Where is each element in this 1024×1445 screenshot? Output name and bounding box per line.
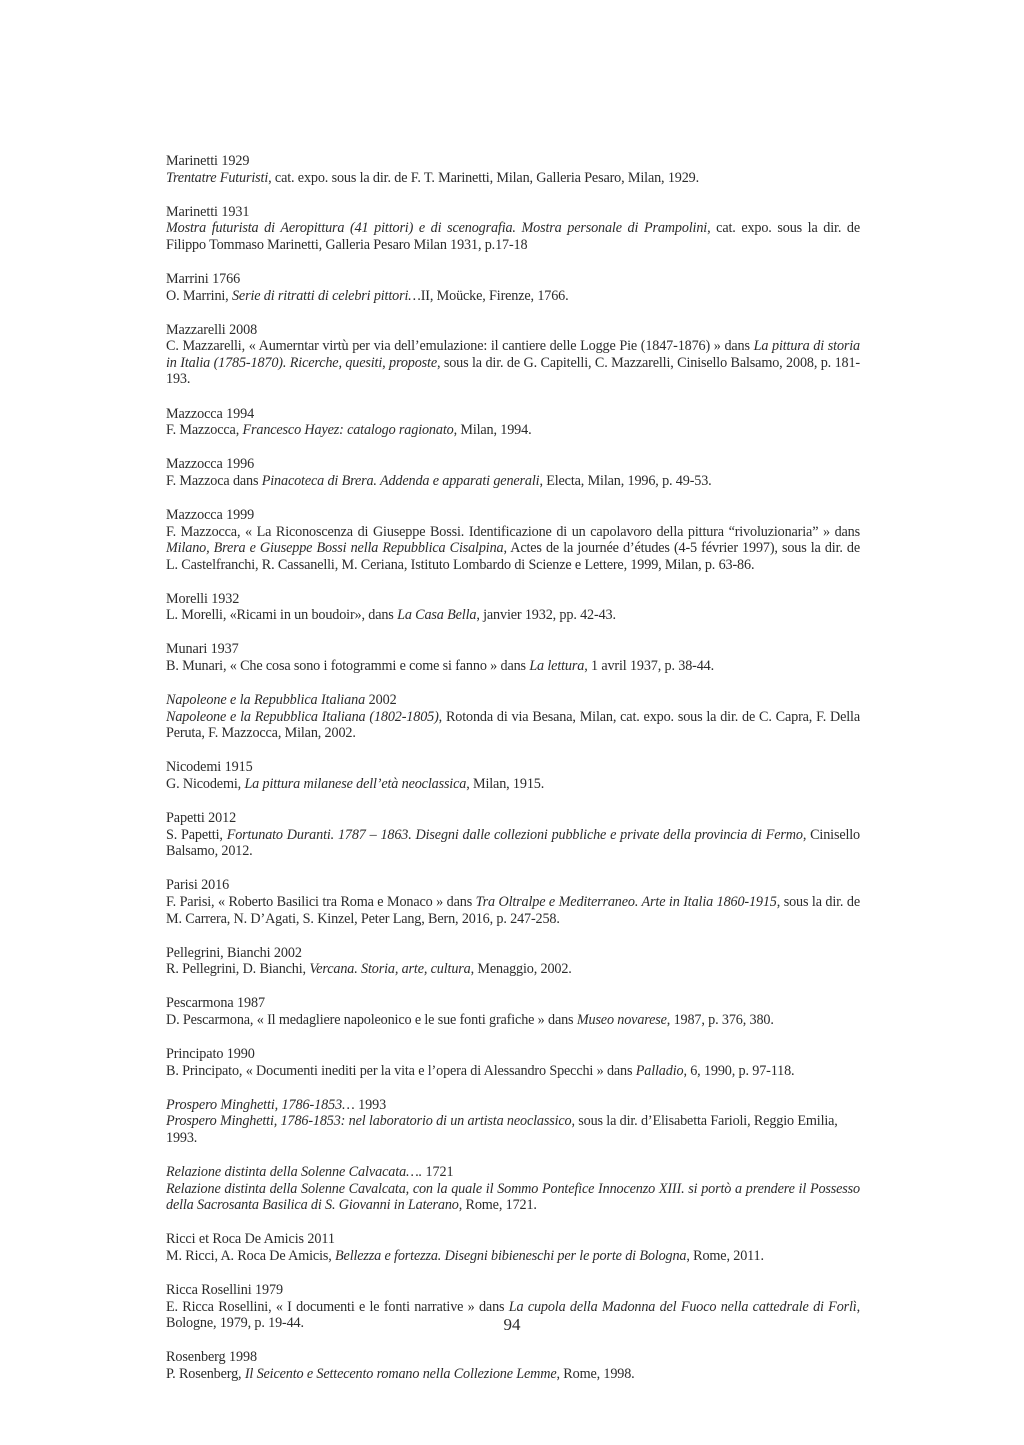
entry-reference (166, 827, 860, 860)
entry-reference (166, 220, 860, 253)
entry-citation-key (166, 641, 860, 658)
text: , Menaggio, 2002. (470, 961, 572, 978)
bibliography-entry (166, 995, 860, 1028)
text: Marinetti 1931 (166, 203, 250, 220)
entry-citation-key (166, 995, 860, 1012)
text: F. Parisi, « Roberto Basilici tra Roma e Monaco » dans (166, 894, 476, 910)
bibliography-entry (166, 1046, 860, 1079)
text: , Rome, 1998. (556, 1365, 635, 1382)
bibliography-entry (166, 945, 860, 978)
italic-title: Il Seicento e Settecento romano nella Collezione Lemme (244, 1365, 557, 1382)
text: , Rome, 1721. (458, 1197, 537, 1214)
entry-citation-key (166, 271, 860, 288)
bibliography-entry (166, 1349, 860, 1382)
text: Pellegrini, Bianchi 2002 (166, 944, 302, 961)
bibliography-entry (166, 759, 860, 792)
italic-text: Napoleone e la Repubblica Italiana (166, 692, 366, 709)
italic-title: Tra Oltralpe e Mediterraneo. Arte in Italia 1860-1915 (475, 894, 777, 910)
text: F. Mazzoca dans (166, 472, 262, 489)
text: Mazzarelli 2008 (166, 321, 258, 338)
entry-reference (166, 288, 860, 305)
entry-citation-key (166, 1349, 860, 1366)
text: 1993 (354, 1096, 387, 1113)
entry-citation-key (166, 1046, 860, 1063)
text: , Cinisello Balsamo, 2012. (166, 826, 860, 860)
text: B. Principato, « Documenti inediti per la vita e l’opera di Alessandro Specchi » dans (166, 1062, 636, 1079)
bibliography-entry (166, 591, 860, 624)
bibliography-entry (166, 406, 860, 439)
text: , Milan, 1915. (466, 776, 545, 793)
text: M. Ricci, A. Roca De Amicis, (166, 1247, 336, 1264)
text: B. Munari, « Che cosa sono i fotogrammi e come si fanno » dans (166, 658, 530, 675)
entry-citation-key (166, 945, 860, 962)
bibliography-entry (166, 204, 860, 254)
italic-title: La lettura (529, 658, 585, 675)
italic-title: Relazione distinta della Solenne Cavalcata, con la quale il Sommo Pontefice Innocenzo XIII. si portò a prendere il Possesso della Sacrosanta Basilica di S. Giovanni in Laterano (166, 1180, 860, 1214)
entry-reference (166, 1366, 860, 1383)
italic-title: Napoleone e la Repubblica Italiana (1802-1805) (166, 708, 439, 725)
text: Ricci et Roca De Amicis 2011 (166, 1231, 335, 1248)
text: , sous la dir. de M. Carrera, N. D’Agati, S. Kinzel, Peter Lang, Bern, 2016, p. 247-258. (166, 894, 860, 927)
entry-reference (166, 1012, 860, 1029)
text: Pescarmona 1987 (166, 995, 265, 1012)
text: F. Mazzocca, « La Riconoscenza di Giuseppe Bossi. Identificazione di un capolavoro della pittura “rivoluzionaria” » dans (166, 523, 860, 540)
italic-title: La pittura milanese dell’età neoclassica (244, 776, 467, 793)
bibliography-entry (166, 153, 860, 186)
text: C. Mazzarelli, « Aumerntar virtù per via dell’emulazione: il cantiere delle Logge Pie (1847-1876) » dans (166, 338, 754, 355)
entry-reference (166, 1248, 860, 1265)
entry-citation-key (166, 1097, 860, 1114)
bibliography-list (166, 153, 860, 1400)
bibliography-entry (166, 507, 860, 573)
text: , Bologne, 1979, p. 19-44. (166, 1298, 860, 1332)
text: E. Ricca Rosellini, « I documenti e le fonti narrative » dans (166, 1298, 509, 1315)
italic-title: Palladio (635, 1062, 684, 1079)
bibliography-entry (166, 810, 860, 860)
entry-citation-key (166, 759, 860, 776)
entry-reference (166, 658, 860, 675)
text: Papetti 2012 (166, 810, 237, 827)
text: , sous la dir. d’Elisabetta Farioli, Reggio Emilia, 1993. (166, 1113, 838, 1146)
bibliography-entry (166, 271, 860, 304)
entry-reference (166, 422, 860, 439)
text: , janvier 1932, pp. 42-43. (476, 607, 616, 624)
text: F. Mazzocca, (166, 422, 243, 439)
italic-title: Fortunato Duranti. 1787 – 1863. Disegni dalle collezioni pubbliche e private della provincia di Fermo (226, 826, 803, 843)
text: , cat. expo. sous la dir. de F. T. Marinetti, Milan, Galleria Pesaro, Milan, 1929. (268, 169, 700, 186)
italic-title: Serie di ritratti di celebri pittori… (231, 287, 421, 304)
bibliography-entry (166, 877, 860, 927)
text: , 1 avril 1937, p. 38-44. (584, 658, 715, 675)
text: P. Rosenberg, (166, 1365, 245, 1382)
entry-reference (166, 961, 860, 978)
entry-citation-key (166, 456, 860, 473)
bibliography-entry (166, 456, 860, 489)
text: II, Moücke, Firenze, 1766. (420, 287, 569, 304)
entry-reference (166, 338, 860, 388)
text: L. Morelli, «Ricami in un boudoir», dans (166, 607, 398, 624)
italic-text: Prospero Minghetti, 1786-1853… (166, 1096, 355, 1113)
entry-citation-key (166, 153, 860, 170)
entry-citation-key (166, 1231, 860, 1248)
text: O. Marrini, (166, 287, 232, 304)
italic-title: Mostra futurista di Aeropittura (41 pittori) e di scenografia. Mostra personale di Prampolini (166, 220, 708, 237)
italic-title: Pinacoteca di Brera. Addenda e apparati generali (261, 472, 540, 489)
italic-title: Vercana. Storia, arte, cultura (309, 961, 471, 978)
text: , cat. expo. sous la dir. de Filippo Tommaso Marinetti, Galleria Pesaro Milan 1931, p.17-18 (166, 220, 860, 253)
entry-reference (166, 473, 860, 490)
bibliography-entry (166, 1231, 860, 1264)
entry-citation-key (166, 877, 860, 894)
entry-reference (166, 170, 860, 187)
text: , Rotonda di via Besana, Milan, cat. expo. sous la dir. de C. Capra, F. Della Peruta, F. Mazzocca, Milan, 2002. (166, 708, 860, 742)
entry-citation-key (166, 591, 860, 608)
italic-title: Milano, Brera e Giuseppe Bossi nella Repubblica Cisalpina (166, 540, 504, 557)
bibliography-entry (166, 641, 860, 674)
entry-reference (166, 1181, 860, 1214)
text: G. Nicodemi, (166, 776, 245, 793)
page-number: 94 (503, 1315, 521, 1334)
text: , Milan, 1994. (453, 422, 532, 439)
text: D. Pescarmona, « Il medagliere napoleonico e le sue fonti grafiche » dans (166, 1011, 577, 1028)
entry-citation-key (166, 1282, 860, 1299)
entry-reference (166, 524, 860, 574)
text: Ricca Rosellini 1979 (166, 1282, 284, 1298)
bibliography-entry (166, 322, 860, 388)
entry-citation-key (166, 507, 860, 524)
text: 2002 (365, 692, 397, 709)
text: Nicodemi 1915 (166, 759, 253, 776)
text: , Rome, 2011. (686, 1247, 764, 1264)
text: , Actes de la journée d’études (4-5 février 1997), sous la dir. de L. Castelfranchi, R. Cassanelli, M. Ceriana, Istituto Lombardo di Scienze e Lettere, 1999, Milan, p. 63-86. (166, 540, 861, 573)
entry-reference (166, 1113, 860, 1146)
text: Munari 1937 (166, 641, 239, 658)
italic-title: La cupola della Madonna del Fuoco nella cattedrale di Forlì (508, 1298, 857, 1315)
text: Mazzocca 1994 (166, 405, 255, 422)
entry-citation-key (166, 810, 860, 827)
italic-title: La Casa Bella (397, 607, 477, 624)
text: Marinetti 1929 (166, 153, 250, 169)
text: , 1987, p. 376, 380. (666, 1011, 774, 1028)
text: 1721 (422, 1164, 454, 1181)
text: Rosenberg 1998 (166, 1349, 257, 1366)
bibliography-entry (166, 692, 860, 742)
text: , 6, 1990, p. 97-118. (683, 1062, 795, 1079)
text: , sous la dir. de G. Capitelli, C. Mazzarelli, Cinisello Balsamo, 2008, p. 181-193. (166, 354, 860, 388)
italic-title: Prospero Minghetti, 1786-1853: nel laboratorio di un artista neoclassico (166, 1113, 572, 1130)
text: Principato 1990 (166, 1046, 255, 1063)
italic-text: Relazione distinta della Solenne Calvacata…. (166, 1164, 423, 1181)
entry-citation-key (166, 1164, 860, 1181)
entry-reference (166, 776, 860, 793)
entry-reference (166, 894, 860, 927)
italic-title: Trentatre Futuristi (166, 169, 269, 186)
text: Morelli 1932 (166, 590, 240, 607)
italic-title: La pittura di storia in Italia (1785-1870). Ricerche, quesiti, proposte (166, 338, 860, 371)
italic-title: Francesco Hayez: catalogo ragionato (242, 422, 454, 439)
italic-title: Museo novarese (576, 1011, 667, 1028)
entry-citation-key (166, 692, 860, 709)
text: Mazzocca 1999 (166, 506, 255, 523)
text: R. Pellegrini, D. Bianchi, (166, 961, 310, 978)
entry-reference (166, 709, 860, 742)
text: , Electa, Milan, 1996, p. 49-53. (539, 472, 712, 489)
entry-reference (166, 607, 860, 624)
entry-reference (166, 1063, 860, 1080)
text: S. Papetti, (166, 826, 227, 843)
entry-citation-key (166, 204, 860, 221)
text: Parisi 2016 (166, 877, 230, 894)
bibliography-entry (166, 1164, 860, 1214)
italic-title: Bellezza e fortezza. Disegni bibieneschi per le porte di Bologna (335, 1247, 687, 1264)
entry-citation-key (166, 406, 860, 423)
bibliography-entry (166, 1097, 860, 1147)
entry-citation-key (166, 322, 860, 339)
text: Mazzocca 1996 (166, 456, 255, 473)
text: Marrini 1766 (166, 270, 241, 287)
